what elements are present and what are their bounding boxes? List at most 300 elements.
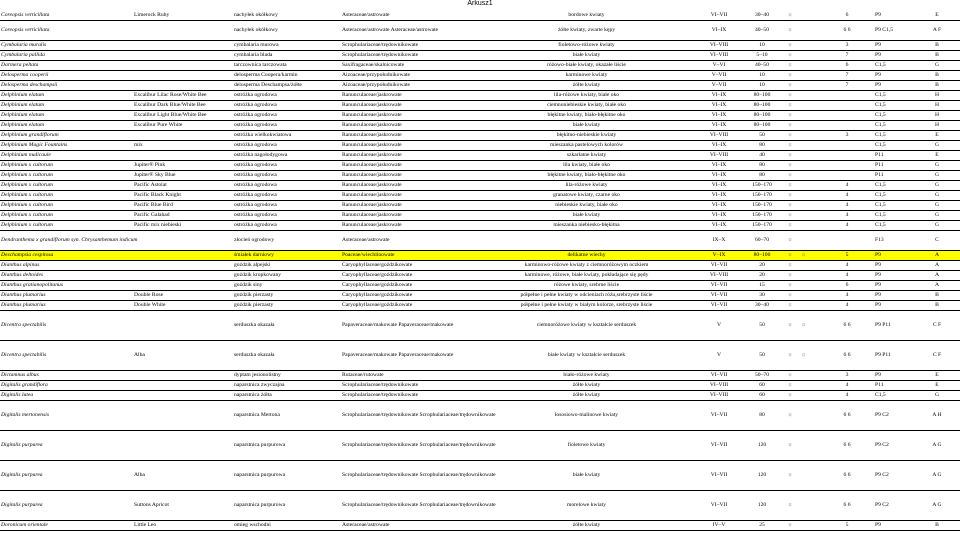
family-cell: Ranunculaceae/jaskrowate (341, 140, 479, 150)
bloom-period-cell: V (694, 340, 744, 370)
polish-name-cell: ostróżka ogrodowa (233, 170, 341, 180)
bloom-period-cell: V–VII (694, 80, 744, 90)
table-row (0, 40, 960, 50)
height-cell: 150–170 (744, 200, 780, 210)
pot-size-cell: P9 (874, 280, 914, 290)
zone-cell: 4 (820, 220, 874, 230)
sun-icon-cell: ☼ (780, 70, 800, 80)
sheet-title: Arkusz1 (467, 0, 493, 7)
sun-icon-cell: ☼ (780, 200, 800, 210)
description-cell: błękitno-niebieskie kwiaty (479, 130, 694, 140)
cultivar-cell: Suttons Apricot (133, 490, 233, 520)
latin-name-cell: Delphinium x cultorum (0, 210, 133, 220)
latin-name-cell: Dicentra spectabilis (0, 310, 133, 340)
table-row (0, 310, 960, 340)
shade-icon-cell (800, 180, 820, 190)
polish-name-cell: delosperma Deschampsa/żółte (233, 80, 341, 90)
polish-name-cell: ostróżka ogrodowa (233, 200, 341, 210)
bloom-period-cell: VI–IX (694, 180, 744, 190)
price-group-cell: G (914, 170, 960, 180)
polish-name-cell: goździk siny (233, 280, 341, 290)
height-cell: 10 (744, 40, 780, 50)
description-cell: żółte kwiaty (479, 80, 694, 90)
cultivar-cell: Jupiter® Sky Blue (133, 170, 233, 180)
bloom-period-cell: IX–X (694, 230, 744, 250)
cultivar-cell (133, 80, 233, 90)
cultivar-cell: Pacific Astolat (133, 180, 233, 190)
shade-icon-cell (800, 190, 820, 200)
pot-size-cell: C1,5 (874, 220, 914, 230)
latin-name-cell: Delosperma cooperii (0, 70, 133, 80)
sun-icon-cell: ☼ (780, 280, 800, 290)
family-cell: Scrophulariaceae/trędownikowate Scrophulariaceae/trędownikowate (341, 460, 479, 490)
shade-icon-cell: ☼ (800, 340, 820, 370)
sun-icon-cell: ☼ (780, 270, 800, 280)
height-cell: 80–100 (744, 250, 780, 260)
latin-name-cell: Dianthus plumarius (0, 300, 133, 310)
bloom-period-cell: V–VI (694, 60, 744, 70)
latin-name-cell: Deschampsia cespitosa (0, 250, 133, 260)
family-cell: Ranunculaceae/jaskrowate (341, 150, 479, 160)
price-group-cell: A G (914, 460, 960, 490)
description-cell: ciemnoniebieskie kwiaty, białe oko (479, 100, 694, 110)
family-cell: Caryophyllaceae/goździkowate (341, 280, 479, 290)
polish-name-cell: omieg wschodni (233, 520, 341, 530)
zone-cell (820, 100, 874, 110)
pot-size-cell: C1,5 (874, 190, 914, 200)
price-group-cell: E (914, 130, 960, 140)
species-table (0, 10, 960, 531)
bloom-period-cell: IV–V (694, 520, 744, 530)
height-cell: 80–100 (744, 120, 780, 130)
latin-name-cell: Delphinium Magic Fountains (0, 140, 133, 150)
cultivar-cell (133, 430, 233, 460)
shade-icon-cell (800, 400, 820, 430)
polish-name-cell: naparstnica Mertona (233, 400, 341, 430)
cultivar-cell: mix (133, 140, 233, 150)
polish-name-cell: goździk alpejski (233, 260, 341, 270)
shade-icon-cell (800, 280, 820, 290)
description-cell: ciemnoróżowe kwiaty w kształcie serduszek (479, 310, 694, 340)
sun-icon-cell: ☼ (780, 300, 800, 310)
polish-name-cell: goździk pierzasty (233, 290, 341, 300)
cultivar-cell: Excalibur Dark Blue/White Bee (133, 100, 233, 110)
pot-size-cell: C1,5 (874, 120, 914, 130)
pot-size-cell: P9 (874, 290, 914, 300)
shade-icon-cell (800, 20, 820, 40)
shade-icon-cell (800, 260, 820, 270)
family-cell: Asteraceae/astrowate (341, 520, 479, 530)
family-cell: Ranunculaceae/jaskrowate (341, 220, 479, 230)
latin-name-cell: Delphinium grandiflorum (0, 130, 133, 140)
price-group-cell: B (914, 290, 960, 300)
description-cell: fioletowo-różowe kwiaty (479, 40, 694, 50)
polish-name-cell: goździk pierzasty (233, 300, 341, 310)
pot-size-cell: P9 (874, 250, 914, 260)
cultivar-cell (133, 150, 233, 160)
height-cell: 30–40 (744, 10, 780, 20)
latin-name-cell: Dianthus alpinus (0, 260, 133, 270)
latin-name-cell: Darmera peltata (0, 60, 133, 70)
shade-icon-cell (800, 10, 820, 20)
cultivar-cell (133, 230, 233, 250)
bloom-period-cell: VI–VII (694, 460, 744, 490)
family-cell: Asteraceae/astrowate (341, 230, 479, 250)
zone-cell: 7 (820, 50, 874, 60)
family-cell: Asteraceae/astrowate (341, 10, 479, 20)
bloom-period-cell: VI–VIII (694, 390, 744, 400)
family-cell: Scrophulariaceae/trędownikowate Scrophulariaceae/trędownikowate (341, 430, 479, 460)
description-cell: lila-różowe kwiaty, białe oko (479, 90, 694, 100)
bloom-period-cell: VI–IX (694, 170, 744, 180)
bloom-period-cell: V (694, 310, 744, 340)
price-group-cell: E (914, 150, 960, 160)
price-group-cell: G (914, 190, 960, 200)
cultivar-cell: Double White (133, 300, 233, 310)
latin-name-cell: Delphinium x cultorum (0, 180, 133, 190)
polish-name-cell: złocień ogrodowy (233, 230, 341, 250)
sun-icon-cell: ☼ (780, 170, 800, 180)
zone-cell: 3 (820, 130, 874, 140)
table-row (0, 140, 960, 150)
polish-name-cell: cymbalaria murowa (233, 40, 341, 50)
latin-name-cell: Cymbalaria pallida (0, 50, 133, 60)
latin-name-cell: Coreopsis verticillata (0, 20, 133, 40)
height-cell: 120 (744, 490, 780, 520)
sun-icon-cell: ☼ (780, 110, 800, 120)
cultivar-cell (133, 60, 233, 70)
sun-icon-cell: ☼ (780, 220, 800, 230)
zone-cell: 6 6 (820, 20, 874, 40)
shade-icon-cell (800, 160, 820, 170)
polish-name-cell: delosperma Coopera/karmin (233, 70, 341, 80)
description-cell: łososiowo-malinowe kwiaty (479, 400, 694, 430)
zone-cell: 7 (820, 80, 874, 90)
family-cell: Ranunculaceae/jaskrowate (341, 210, 479, 220)
table-row (0, 70, 960, 80)
price-group-cell: A G (914, 430, 960, 460)
table-row (0, 10, 960, 20)
sun-icon-cell: ☼ (780, 190, 800, 200)
bloom-period-cell: VI–VII (694, 280, 744, 290)
sun-icon-cell: ☼ (780, 10, 800, 20)
pot-size-cell: P9 (874, 520, 914, 530)
pot-size-cell: C1,5 (874, 200, 914, 210)
family-cell: Caryophyllaceae/goździkowate (341, 260, 479, 270)
zone-cell: 4 (820, 190, 874, 200)
table-row (0, 300, 960, 310)
cultivar-cell (133, 50, 233, 60)
height-cell: 10 (744, 70, 780, 80)
bloom-period-cell: VI–IX (694, 160, 744, 170)
family-cell: Caryophyllaceae/goździkowate (341, 270, 479, 280)
polish-name-cell: ostróżka ogrodowa (233, 220, 341, 230)
table-row (0, 20, 960, 40)
family-cell: Ranunculaceae/jaskrowate (341, 100, 479, 110)
price-group-cell: G (914, 160, 960, 170)
shade-icon-cell: ☼ (800, 250, 820, 260)
description-cell: błękitne kwiaty, biało-błękitne oko (479, 170, 694, 180)
cultivar-cell (133, 390, 233, 400)
height-cell: 80 (744, 160, 780, 170)
description-cell: lila kwiaty, białe oko (479, 160, 694, 170)
price-group-cell: B (914, 520, 960, 530)
bloom-period-cell: VI–IX (694, 100, 744, 110)
polish-name-cell: ostróżka nagołodygowa (233, 150, 341, 160)
description-cell: białe kwiaty (479, 460, 694, 490)
table-row (0, 220, 960, 230)
cultivar-cell: Pacific Blue Bird (133, 200, 233, 210)
height-cell: 50 (744, 340, 780, 370)
table-row (0, 380, 960, 390)
height-cell: 120 (744, 460, 780, 490)
latin-name-cell: Cymbalaria muralis (0, 40, 133, 50)
height-cell: 20 (744, 270, 780, 280)
bloom-period-cell: V–IX (694, 250, 744, 260)
family-cell: Scrophulariaceae/trędownikowate Scrophulariaceae/trędownikowate (341, 400, 479, 430)
bloom-period-cell: VI–VII (694, 370, 744, 380)
cultivar-cell (133, 380, 233, 390)
pot-size-cell: C1,5 (874, 130, 914, 140)
polish-name-cell: ostróżka ogrodowa (233, 100, 341, 110)
table-row (0, 370, 960, 380)
description-cell: białe kwiaty (479, 210, 694, 220)
shade-icon-cell (800, 460, 820, 490)
height-cell: 50–70 (744, 370, 780, 380)
table-row (0, 90, 960, 100)
latin-name-cell: Coreopsis verticillata (0, 10, 133, 20)
description-cell: szkarłatne kwiaty (479, 150, 694, 160)
polish-name-cell: cymbalaria blada (233, 50, 341, 60)
bloom-period-cell: VI–VII (694, 260, 744, 270)
table-row (0, 200, 960, 210)
zone-cell (820, 160, 874, 170)
shade-icon-cell (800, 490, 820, 520)
polish-name-cell: ostróżka ogrodowa (233, 90, 341, 100)
zone-cell: 3 (820, 40, 874, 50)
cultivar-cell: Jupiter® Pink (133, 160, 233, 170)
family-cell: Rutaceae/rutowate (341, 370, 479, 380)
description-cell: fioletowe kwiaty (479, 430, 694, 460)
sun-icon-cell: ☼ (780, 340, 800, 370)
height-cell: 150–170 (744, 220, 780, 230)
bloom-period-cell: VI–VII (694, 490, 744, 520)
description-cell: biało-różowe kwiaty (479, 370, 694, 380)
zone-cell: 6 (820, 280, 874, 290)
bloom-period-cell: V–VII (694, 70, 744, 80)
price-group-cell: B (914, 40, 960, 50)
pot-size-cell: P9 (874, 70, 914, 80)
polish-name-cell: ostróżka ogrodowa (233, 180, 341, 190)
bloom-period-cell: VI–VII (694, 300, 744, 310)
shade-icon-cell (800, 430, 820, 460)
zone-cell: 5 (820, 520, 874, 530)
cultivar-cell: Pacific mix niebieski (133, 220, 233, 230)
pot-size-cell: P9 C2 (874, 430, 914, 460)
table-row (0, 150, 960, 160)
sun-icon-cell: ☼ (780, 490, 800, 520)
sun-icon-cell: ☼ (780, 90, 800, 100)
table-row (0, 280, 960, 290)
bloom-period-cell: VI–VIII (694, 130, 744, 140)
cultivar-cell: Alba (133, 460, 233, 490)
table-row (0, 110, 960, 120)
latin-name-cell: Dictamnus albus (0, 370, 133, 380)
cultivar-cell: Excalibur Light Blue/White Bee (133, 110, 233, 120)
latin-name-cell: Digitalis purpurea (0, 460, 133, 490)
bloom-period-cell: VI–VII (694, 400, 744, 430)
bloom-period-cell: VI–IX (694, 110, 744, 120)
table-row (0, 460, 960, 490)
description-cell: delikatne wiechy (479, 250, 694, 260)
price-group-cell: A (914, 260, 960, 270)
bloom-period-cell: VI–IX (694, 20, 744, 40)
latin-name-cell: Dianthus deltoides (0, 270, 133, 280)
family-cell: Poaceae/wiechlinowate (341, 250, 479, 260)
zone-cell: 4 (820, 380, 874, 390)
sun-icon-cell: ☼ (780, 380, 800, 390)
pot-size-cell: C1,5 (874, 100, 914, 110)
cultivar-cell (133, 280, 233, 290)
shade-icon-cell (800, 130, 820, 140)
latin-name-cell: Dianthus gratianopolitanus (0, 280, 133, 290)
description-cell: morelowe kwiaty (479, 490, 694, 520)
height-cell: 15 (744, 280, 780, 290)
table-row (0, 120, 960, 130)
table-row (0, 190, 960, 200)
shade-icon-cell (800, 380, 820, 390)
polish-name-cell: ostróżka ogrodowa (233, 160, 341, 170)
description-cell: żółte kwiaty (479, 520, 694, 530)
sun-icon-cell: ☼ (780, 370, 800, 380)
sun-icon-cell: ☼ (780, 260, 800, 270)
polish-name-cell: nachyłek okółkowy (233, 20, 341, 40)
description-cell (479, 230, 694, 250)
pot-size-cell: P9 (874, 50, 914, 60)
cultivar-cell: Pacific Black Knight (133, 190, 233, 200)
zone-cell: 6 6 (820, 460, 874, 490)
pot-size-cell: P9 (874, 260, 914, 270)
description-cell: żółte kwiaty (479, 380, 694, 390)
price-group-cell: C F (914, 310, 960, 340)
height-cell: 5–10 (744, 50, 780, 60)
latin-name-cell: Delphinium elatum (0, 110, 133, 120)
zone-cell: 4 (820, 390, 874, 400)
latin-name-cell: Delphinium x cultorum (0, 220, 133, 230)
family-cell: Ranunculaceae/jaskrowate (341, 170, 479, 180)
shade-icon-cell (800, 70, 820, 80)
height-cell: 50 (744, 310, 780, 340)
description-cell: niebieskie kwiaty, białe oko (479, 200, 694, 210)
shade-icon-cell (800, 140, 820, 150)
price-group-cell: G (914, 200, 960, 210)
height-cell: 150–170 (744, 190, 780, 200)
latin-name-cell: Delphinium x cultorum (0, 160, 133, 170)
price-group-cell: A (914, 250, 960, 260)
table-row (0, 270, 960, 280)
zone-cell (820, 120, 874, 130)
shade-icon-cell (800, 230, 820, 250)
description-cell: różowe kwiaty, srebrne liście (479, 280, 694, 290)
bloom-period-cell: VI–VIII (694, 150, 744, 160)
table-row (0, 230, 960, 250)
pot-size-cell: P11 (874, 380, 914, 390)
polish-name-cell: naparstnica purpurowa (233, 430, 341, 460)
pot-size-cell: P9 C2 (874, 460, 914, 490)
pot-size-cell: C1,5 (874, 390, 914, 400)
shade-icon-cell (800, 520, 820, 530)
table-row (0, 160, 960, 170)
latin-name-cell: Dendranthema x grandiflorum syn. Chrysanthemum indicum (0, 230, 133, 250)
pot-size-cell: C1,5 (874, 90, 914, 100)
family-cell: Caryophyllaceae/goździkowate (341, 290, 479, 300)
zone-cell: 6 6 (820, 310, 874, 340)
cultivar-cell (133, 70, 233, 80)
cultivar-cell: Double Rose (133, 290, 233, 300)
table-row (0, 170, 960, 180)
pot-size-cell: P9 C2 (874, 400, 914, 430)
family-cell: Scrophulariaceae/trędownikowate Scrophulariaceae/trędownikowate (341, 490, 479, 520)
zone-cell (820, 110, 874, 120)
table-row (0, 180, 960, 190)
price-group-cell: A (914, 280, 960, 290)
price-group-cell: G (914, 390, 960, 400)
pot-size-cell: P11 (874, 160, 914, 170)
latin-name-cell: Dianthus plumarius (0, 290, 133, 300)
height-cell: 30 (744, 290, 780, 300)
shade-icon-cell (800, 210, 820, 220)
sun-icon-cell: ☼ (780, 140, 800, 150)
sun-icon-cell: ☼ (780, 460, 800, 490)
pot-size-cell: C1,5 (874, 110, 914, 120)
shade-icon-cell (800, 120, 820, 130)
shade-icon-cell: ☼ (800, 310, 820, 340)
shade-icon-cell (800, 300, 820, 310)
description-cell: białe kwiaty (479, 50, 694, 60)
price-group-cell: C F (914, 340, 960, 370)
polish-name-cell: ostróżka ogrodowa (233, 190, 341, 200)
polish-name-cell: serduszka okazała (233, 310, 341, 340)
price-group-cell: B (914, 300, 960, 310)
shade-icon-cell (800, 220, 820, 230)
sun-icon-cell: ☼ (780, 210, 800, 220)
family-cell: Saxifragaceae/skalnicowate (341, 60, 479, 70)
table-row (0, 390, 960, 400)
shade-icon-cell (800, 60, 820, 70)
table-row (0, 490, 960, 520)
polish-name-cell: serduszka okazała (233, 340, 341, 370)
zone-cell: 7 (820, 70, 874, 80)
pot-size-cell: P9 (874, 270, 914, 280)
sun-icon-cell: ☼ (780, 150, 800, 160)
polish-name-cell: naparstnica żółta (233, 390, 341, 400)
shade-icon-cell (800, 150, 820, 160)
zone-cell: 6 6 (820, 490, 874, 520)
sun-icon-cell: ☼ (780, 390, 800, 400)
bloom-period-cell: VI–VIII (694, 40, 744, 50)
zone-cell: 6 (820, 10, 874, 20)
table-row (0, 520, 960, 530)
bloom-period-cell: VI–IX (694, 120, 744, 130)
table-row (0, 340, 960, 370)
pot-size-cell: C1,5 (874, 140, 914, 150)
height-cell: 80 (744, 400, 780, 430)
latin-name-cell: Delphinium x cultorum (0, 190, 133, 200)
sun-icon-cell: ☼ (780, 120, 800, 130)
polish-name-cell: nachyłek okółkowy (233, 10, 341, 20)
pot-size-cell: P9 (874, 40, 914, 50)
description-cell: karminowe kwiaty (479, 70, 694, 80)
